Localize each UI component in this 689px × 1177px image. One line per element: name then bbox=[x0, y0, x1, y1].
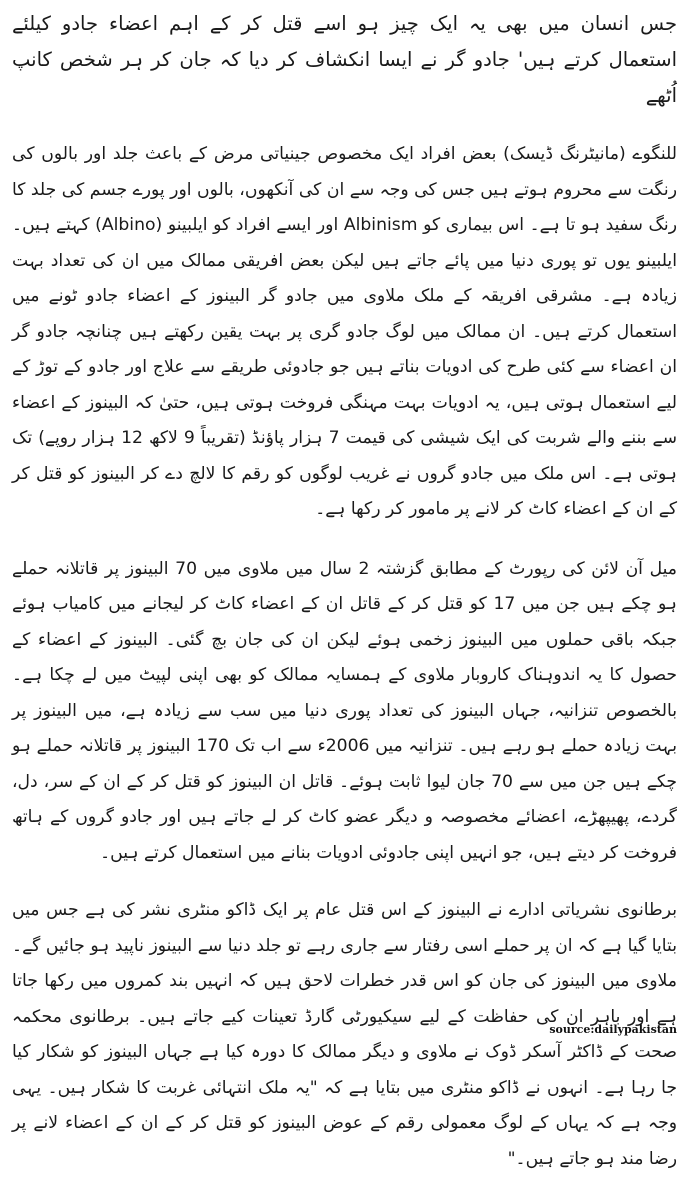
source-credit: source:dailypakistan bbox=[549, 1023, 677, 1036]
article-headline: جس انسان میں بھی یہ ایک چیز ہو اسے قتل کر کے اہم اعضاء جادو کیلئے استعمال کرتے ہیں' جادو گر نے ایسا انکشاف کر دیا کہ جان کر ہر شخص کانپ اُٹھے bbox=[12, 12, 677, 107]
article-paragraph-3: برطانوی نشریاتی ادارے نے البینوز کے اس قتل عام پر ایک ڈاکو منٹری نشر کی ہے جس میں بتایا گیا ہے کہ ان پر حملے اسی رفتار سے جاری رہے تو جلد دنیا سے البینوز ناپید ہو جائیں گے۔ ملاوی میں البینوز کی جان کو اس قدر خطرات لاحق ہیں کہ انہیں بند کمروں میں رکھا جاتا ہے اور باہر ان کی حفاظت کے لیے سیکیورٹی گارڈ تعینات کیے جاتے ہیں۔ برطانوی محکمہ صحت کے ڈاکٹر آسکر ڈوک نے ملاوی و دیگر ممالک کا دورہ کیا ہے جہاں البینوز کو شکار کیا جا رہا ہے۔ انہوں نے ڈاکو منٹری میں بتایا ہے کہ "یہ ملک انتہائی غربت کا شکار ہیں۔ یہی وجہ ہے کہ یہاں کے لوگ معمولی رقم کے عوض البینوز کو قتل کر کے ان کے اعضاء لانے پر رضا مند ہو جاتے ہیں۔" bbox=[12, 900, 677, 1169]
article-paragraph-2: میل آن لائن کی رپورٹ کے مطابق گزشتہ 2 سال میں ملاوی میں 70 البینوز پر قاتلانہ حملے ہو چکے ہیں جن میں 17 کو قتل کر کے قاتل ان کے اعضاء کاٹ کر لیجانے میں کامیاب ہوئے جبکہ باقی حملوں میں البینوز زخمی ہوئے لیکن ان کی جان بچ گئی۔ البینوز کے اعضاء کے حصول کا یہ اندوہناک کاروبار ملاوی کے ہمسایہ ممالک کو بھی اپنی لپیٹ میں لے چکا ہے۔ بالخصوص تنزانیہ، جہاں البینوز کی تعداد پوری دنیا میں سب سے زیادہ ہے، میں البینوز پر بہت زیادہ حملے ہو رہے ہیں۔ تنزانیہ میں 2006ء سے اب تک 170 البینوز پر قاتلانہ حملے ہو چکے ہیں جن میں سے 70 جان لیوا ثابت ہوئے۔ قاتل ان البینوز کو قتل کر کے ان کے سر، دل، گردے، پھیپھڑے، اعضائے مخصوصہ و دیگر عضو کاٹ کر لے جاتے ہیں اور جادو گروں کے ہاتھ فروخت کر دیتے ہیں، جو انہیں اپنی جادوئی ادویات بنانے میں استعمال کرتے ہیں۔ bbox=[12, 558, 678, 863]
article bbox=[12, 6, 678, 1169]
article-paragraph-1: للنگوے (مانیٹرنگ ڈیسک) بعض افراد ایک مخصوص جینیاتی مرض کے باعث جلد اور بالوں کی رنگت سے محروم ہوتے ہیں جس کی وجہ سے ان کی آنکھوں، بالوں اور پورے جسم کی جلد کا رنگ سفید ہو تا ہے۔ اس بیماری کو Albinism اور ایسے افراد کو ایلبینو (Albino) کہتے ہیں۔ ایلبینو یوں تو پوری دنیا میں پائے جاتے ہیں لیکن بعض افریقی ممالک میں ان کی تعداد بہت زیادہ ہے۔ مشرقی افریقہ کے ملک ملاوی میں جادو گر البینوز کے اعضاء جادو ٹونے میں استعمال کرتے ہیں۔ ان ممالک میں لوگ جادو گری پر بہت یقین رکھتے ہیں چنانچہ جادو گر ان اعضاء سے کئی طرح کی ادویات بناتے ہیں جو جادوئی طریقے سے علاج اور جادو کے توڑ کے لیے استعمال ہوتی ہیں، یہ ادویات بہت مہنگی فروخت ہوتی ہیں، حتیٰ کہ البینوز کے اعضاء سے بننے والے شربت کی ایک شیشی کی قیمت 7 ہزار پاؤنڈ (تقریباً 9 لاکھ 12 ہزار روپے) تک ہوتی ہے۔ اس ملک میں جادو گروں نے غریب لوگوں کو رقم کا لالچ دے کر البینوز کو قتل کر کے ان کے اعضاء کاٹ کر لانے پر مامور کر رکھا ہے۔ bbox=[12, 144, 677, 519]
